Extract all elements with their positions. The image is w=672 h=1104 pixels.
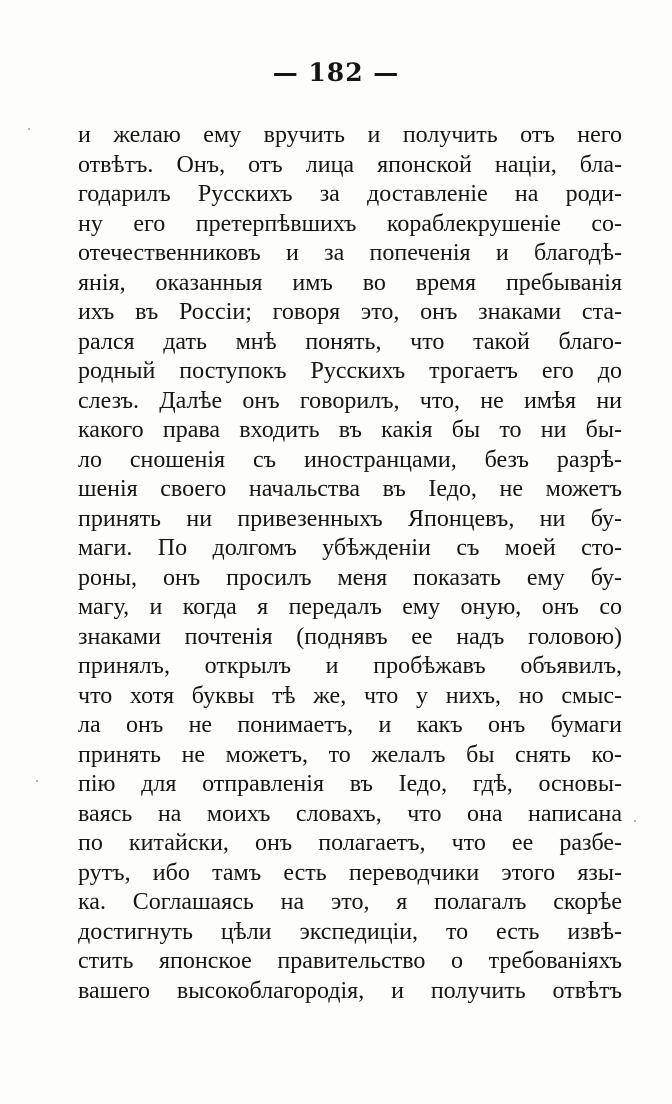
scan-speck (36, 780, 38, 782)
text-line: ну его претерпѣвшихъ кораблекрушеніе со- (78, 210, 622, 237)
text-line: ла онъ не понимаетъ, и какъ онъ бумаги (78, 712, 622, 738)
page-number: — 182 — (272, 58, 400, 87)
text-line: родный поступокъ Русскихъ трогаетъ его до (78, 358, 622, 384)
text-line: вашего высокоблагородія, и получить отвѣтъ (78, 977, 622, 1004)
text-line: рался дать мнѣ понять, что такой благо- (78, 328, 622, 355)
text-line: отвѣтъ. Онъ, отъ лица японской націи, бла- (78, 151, 622, 178)
text-line: пію для отправленія въ Іедо, гдѣ, основы- (78, 771, 622, 797)
text-line: отечественниковъ и за попеченія и благодѣ- (78, 240, 622, 266)
text-line: маги. По долгомъ убѣжденіи съ моей сто- (78, 535, 622, 561)
text-line: и желаю ему вручить и получить отъ него (78, 122, 622, 148)
body-text (78, 121, 622, 1006)
text-line: магу, и когда я передалъ ему оную, онъ со (78, 594, 622, 620)
text-line: принять ни привезенныхъ Японцевъ, ни бу- (78, 505, 622, 532)
text-line: ваясь на моихъ словахъ, что она написана (78, 800, 622, 827)
text-line: янія, оказанныя имъ во время пребыванія (78, 269, 622, 296)
scan-speck (634, 820, 636, 822)
text-line: слезъ. Далѣе онъ говорилъ, что, не имѣя ни (78, 387, 622, 414)
text-line: стить японское правительство о требованіяхъ (78, 948, 622, 974)
text-line: ихъ въ Россіи; говоря это, онъ знаками ста- (78, 299, 622, 325)
text-line: годарилъ Русскихъ за доставленіе на роди- (78, 181, 622, 207)
text-line: знаками почтенія (поднявъ ее надъ головою) (78, 623, 622, 650)
text-line: принялъ, открылъ и пробѣжавъ объявилъ, (78, 653, 622, 679)
text-line: достигнуть цѣли экспедиціи, то есть извѣ- (78, 918, 622, 945)
text-line: роны, онъ просилъ меня показать ему бу- (78, 564, 622, 591)
text-line: шенія своего начальства въ Іедо, не можетъ (78, 476, 622, 502)
text-line: по китайски, онъ полагаетъ, что ее разбе- (78, 830, 622, 856)
text-line: принять не можетъ, то желалъ бы снять ко- (78, 741, 622, 768)
scan-speck (28, 128, 30, 130)
text-line: что хотя буквы тѣ же, что у нихъ, но смыс- (78, 682, 622, 709)
text-line: ка. Соглашаясь на это, я полагалъ скорѣе (78, 889, 622, 915)
text-line: рутъ, ибо тамъ есть переводчики этого язы- (78, 859, 622, 886)
text-line: ло сношенія съ иностранцами, безъ разрѣ- (78, 446, 622, 473)
text-line: какого права входить въ какія бы то ни бы- (78, 417, 622, 443)
